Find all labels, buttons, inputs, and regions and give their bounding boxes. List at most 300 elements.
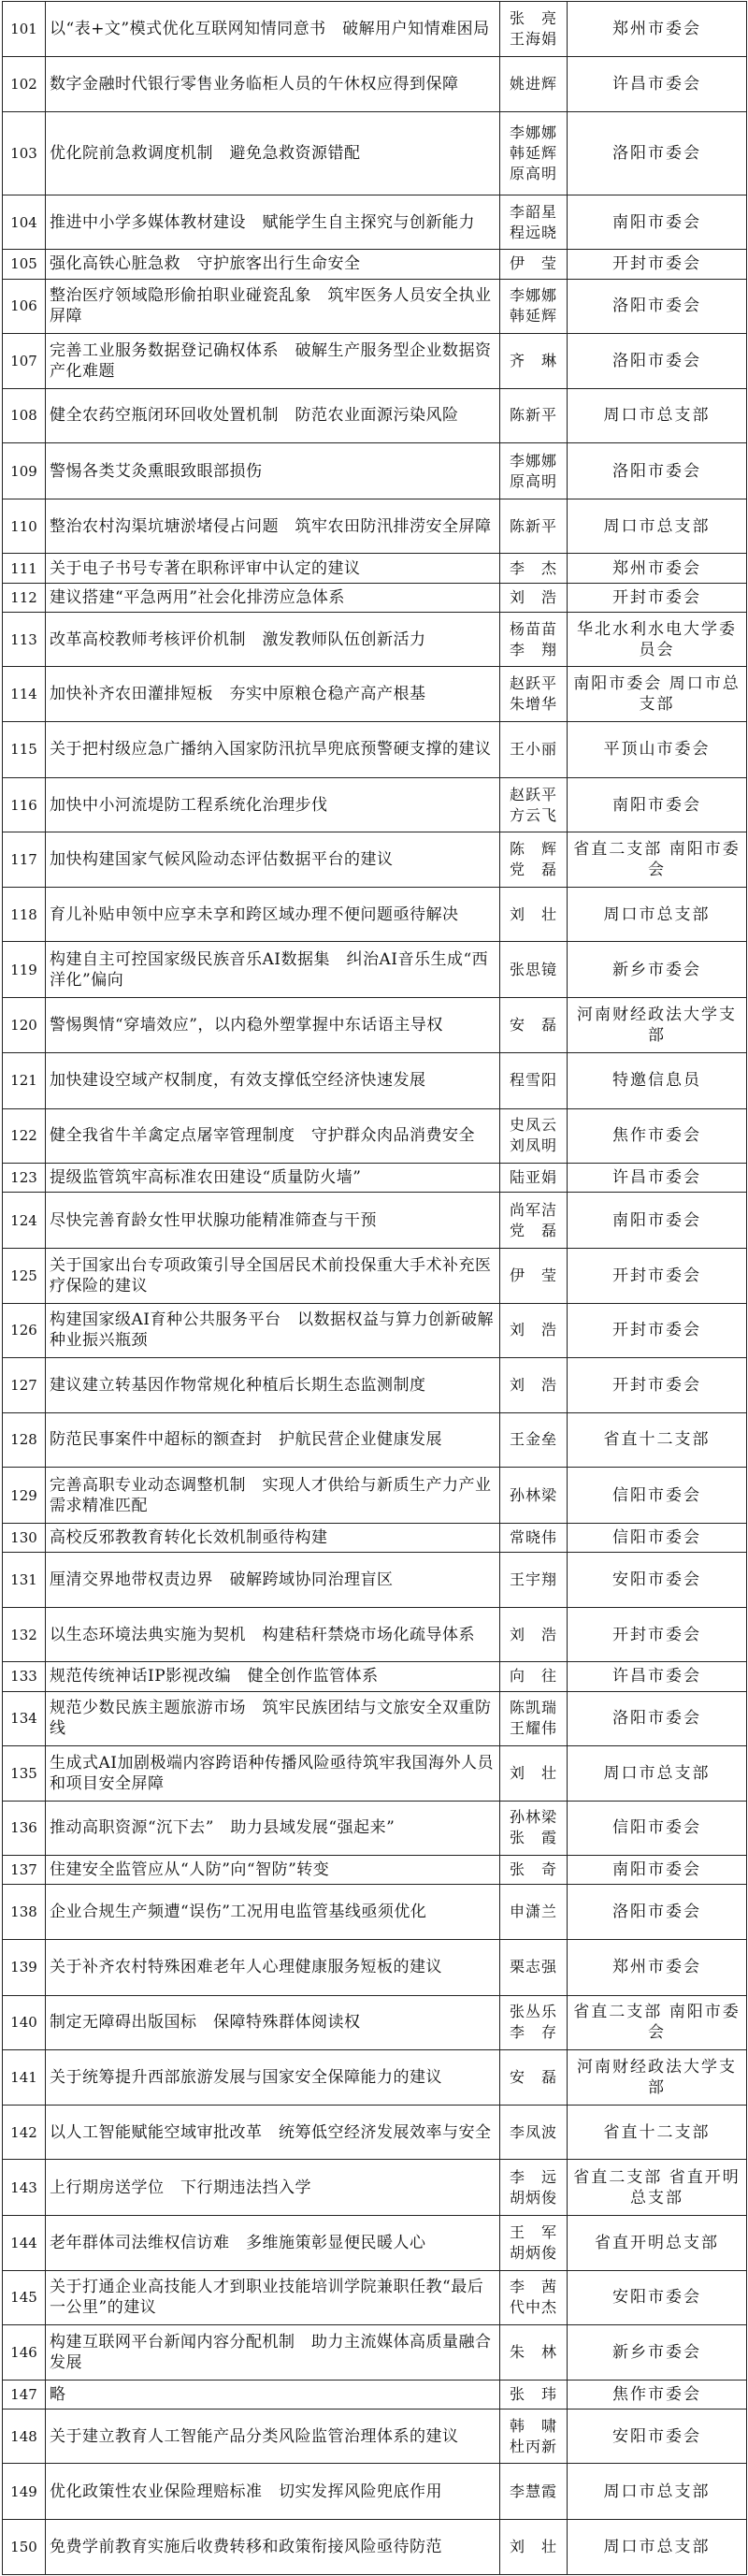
proposal-title: 提级监管筑牢高标准农田建设“质量防火墙”	[46, 1164, 500, 1193]
author-names	[500, 1691, 568, 1746]
row-number: 116	[3, 777, 46, 832]
author-name: 张 亮	[509, 8, 557, 27]
proposal-title: 加快建设空域产权制度，有效支撑低空经济快速发展	[46, 1052, 500, 1108]
table-row	[3, 1468, 747, 1524]
proposal-title: 强化高铁心脏急救 守护旅客出行生命安全	[46, 250, 500, 279]
proposal-title: 略	[46, 2380, 500, 2409]
row-number: 147	[3, 2380, 46, 2409]
proposal-title: 关于把村级应急广播纳入国家防汛抗旱兜底预警硬支撑的建议	[46, 721, 500, 777]
table-row	[3, 1524, 747, 1553]
row-number: 140	[3, 1995, 46, 2050]
submitting-unit: 平顶山市委会	[568, 721, 747, 777]
author-name: 胡炳俊	[509, 2243, 557, 2262]
row-number: 119	[3, 942, 46, 998]
author-name: 朱 林	[509, 2342, 557, 2361]
author-names	[500, 667, 568, 722]
row-number: 149	[3, 2464, 46, 2520]
submitting-unit: 开封市委会	[568, 250, 747, 279]
row-number: 142	[3, 2105, 46, 2160]
author-name: 李 杰	[509, 558, 557, 577]
submitting-unit: 开封市委会	[568, 1607, 747, 1662]
row-number: 131	[3, 1553, 46, 1608]
submitting-unit: 南阳市委会	[568, 195, 747, 250]
author-name: 李 远	[509, 2167, 557, 2186]
table-row	[3, 1939, 747, 1995]
proposal-title: 构建互联网平台新闻内容分配机制 助力主流媒体高质量融合发展	[46, 2325, 500, 2381]
row-number: 141	[3, 2050, 46, 2106]
author-names	[500, 2409, 568, 2464]
author-name: 安 磊	[509, 1015, 557, 1034]
table-row	[3, 334, 747, 389]
submitting-unit: 周口市总支部	[568, 388, 747, 443]
author-name: 栗志强	[509, 1958, 557, 1976]
author-name: 党 磊	[509, 1221, 557, 1239]
proposal-title: 加快补齐农田灌排短板 夯实中原粮仓稳产高产根基	[46, 667, 500, 722]
proposal-title: 以人工智能赋能空域审批改革 统筹低空经济发展效率与安全	[46, 2105, 500, 2160]
row-number: 143	[3, 2160, 46, 2216]
author-names	[500, 2380, 568, 2409]
author-names	[500, 1662, 568, 1691]
table-row	[3, 2409, 747, 2464]
row-number: 123	[3, 1164, 46, 1193]
author-names	[500, 443, 568, 499]
proposal-title: 完善工业服务数据登记确权体系 破解生产服务型企业数据资产化难题	[46, 334, 500, 389]
submitting-unit: 省直十二支部	[568, 1412, 747, 1468]
table-row	[3, 2464, 747, 2520]
author-names	[500, 2520, 568, 2575]
proposal-title: 完善高职专业动态调整机制 实现人才供给与新质生产力产业需求精准匹配	[46, 1468, 500, 1524]
proposal-title: 制定无障碍出版国标 保障特殊群体阅读权	[46, 1995, 500, 2050]
table-row	[3, 1801, 747, 1856]
submitting-unit: 许昌市委会	[568, 1662, 747, 1691]
submitting-unit: 南阳市委会	[568, 1856, 747, 1885]
proposal-title: 关于统筹提升西部旅游发展与国家安全保障能力的建议	[46, 2050, 500, 2106]
submitting-unit: 安阳市委会	[568, 2409, 747, 2464]
submitting-unit: 省直二支部 南阳市委会	[568, 1995, 747, 2050]
proposal-title: 推进中小学多媒体教材建设 赋能学生自主探究与创新能力	[46, 195, 500, 250]
proposal-title: 优化政策性农业保险理赔标准 切实发挥风险兜底作用	[46, 2464, 500, 2520]
submitting-unit: 郑州市委会	[568, 1939, 747, 1995]
author-names	[500, 1108, 568, 1164]
table-row	[3, 56, 747, 112]
author-name: 刘 壮	[509, 1763, 557, 1782]
row-number: 132	[3, 1607, 46, 1662]
proposal-title: 建议搭建“平急两用”社会化排涝应急体系	[46, 583, 500, 612]
author-name: 王海娟	[509, 29, 557, 48]
proposal-title: 加快构建国家气候风险动态评估数据平台的建议	[46, 832, 500, 888]
row-number: 135	[3, 1746, 46, 1802]
proposal-title: 整治医疗领域隐形偷拍职业碰瓷乱象 筑牢医务人员安全执业屏障	[46, 279, 500, 334]
table-row	[3, 1412, 747, 1468]
table-row	[3, 1358, 747, 1413]
author-names	[500, 612, 568, 667]
submitting-unit: 南阳市委会	[568, 777, 747, 832]
author-names	[500, 2216, 568, 2271]
proposal-title: 健全我省牛羊禽定点屠宰管理制度 守护群众肉品消费安全	[46, 1108, 500, 1164]
row-number: 104	[3, 195, 46, 250]
submitting-unit: 开封市委会	[568, 1358, 747, 1413]
author-name: 杜丙新	[509, 2437, 557, 2455]
row-number: 120	[3, 998, 46, 1053]
submitting-unit: 南阳市委会	[568, 1193, 747, 1249]
table-row	[3, 2105, 747, 2160]
author-name: 申潇兰	[509, 1903, 557, 1921]
author-names	[500, 942, 568, 998]
author-names	[500, 2270, 568, 2325]
author-name: 李娜娜	[509, 286, 557, 305]
table-row	[3, 112, 747, 195]
row-number: 122	[3, 1108, 46, 1164]
row-number: 150	[3, 2520, 46, 2575]
submitting-unit: 信阳市委会	[568, 1468, 747, 1524]
author-name: 伊 莹	[509, 254, 557, 273]
author-names	[500, 1607, 568, 1662]
submitting-unit: 许昌市委会	[568, 56, 747, 112]
row-number: 101	[3, 2, 46, 57]
proposal-title: 关于打通企业高技能人才到职业技能培训学院兼职任教“最后一公里”的建议	[46, 2270, 500, 2325]
table-row	[3, 1249, 747, 1304]
proposal-title: 构建国家级AI育种公共服务平台 以数据权益与算力创新破解种业振兴瓶颈	[46, 1303, 500, 1358]
author-name: 李娜娜	[509, 451, 557, 470]
table-row	[3, 2, 747, 57]
author-name: 姚进辉	[509, 74, 557, 93]
author-name: 程雪阳	[509, 1071, 557, 1090]
author-names	[500, 998, 568, 1053]
author-names	[500, 1553, 568, 1608]
table-row	[3, 832, 747, 888]
row-number: 124	[3, 1193, 46, 1249]
submitting-unit: 开封市委会	[568, 583, 747, 612]
table-row	[3, 554, 747, 583]
submitting-unit: 洛阳市委会	[568, 1885, 747, 1940]
row-number: 105	[3, 250, 46, 279]
author-name: 常晓伟	[509, 1528, 557, 1547]
author-names	[500, 1052, 568, 1108]
author-name: 韩 啸	[509, 2416, 557, 2435]
author-name: 方云飞	[509, 805, 557, 824]
row-number: 137	[3, 1856, 46, 1885]
author-names	[500, 279, 568, 334]
row-number: 114	[3, 667, 46, 722]
author-names	[500, 499, 568, 554]
author-name: 陈凯瑞	[509, 1699, 557, 1717]
author-name: 陈 辉	[509, 840, 557, 859]
author-names	[500, 388, 568, 443]
submitting-unit: 安阳市委会	[568, 2270, 747, 2325]
table-row	[3, 777, 747, 832]
table-row	[3, 887, 747, 942]
author-names	[500, 554, 568, 583]
author-name: 孙林梁	[509, 1485, 557, 1504]
proposal-title: 生成式AI加剧极端内容跨语种传播风险亟待筑牢我国海外人员和项目安全屏障	[46, 1746, 500, 1802]
table-row	[3, 1885, 747, 1940]
row-number: 144	[3, 2216, 46, 2271]
author-names	[500, 1358, 568, 1413]
proposal-title: 加快中小河流堤防工程系统化治理步伐	[46, 777, 500, 832]
proposal-title: 住建安全监管应从“人防”向“智防”转变	[46, 1856, 500, 1885]
table-row	[3, 2160, 747, 2216]
author-name: 程远晓	[509, 223, 557, 241]
author-name: 韩延辉	[509, 144, 557, 163]
submitting-unit: 省直二支部 省直开明总支部	[568, 2160, 747, 2216]
table-row	[3, 499, 747, 554]
row-number: 134	[3, 1691, 46, 1746]
author-names	[500, 2160, 568, 2216]
author-names	[500, 334, 568, 389]
table-row	[3, 1691, 747, 1746]
author-names	[500, 1995, 568, 2050]
author-names	[500, 112, 568, 195]
author-name: 刘 浩	[509, 1625, 557, 1643]
author-name: 王金垒	[509, 1430, 557, 1449]
row-number: 127	[3, 1358, 46, 1413]
author-names	[500, 1885, 568, 1940]
submitting-unit: 省直十二支部	[568, 2105, 747, 2160]
row-number: 145	[3, 2270, 46, 2325]
row-number: 118	[3, 887, 46, 942]
proposal-title: 警惕各类艾灸熏眼致眼部损伤	[46, 443, 500, 499]
author-name: 刘 壮	[509, 2538, 557, 2556]
table-row	[3, 1164, 747, 1193]
author-name: 李娜娜	[509, 123, 557, 142]
author-name: 安 磊	[509, 2068, 557, 2086]
author-name: 刘凤明	[509, 1136, 557, 1155]
author-name: 史凤云	[509, 1116, 557, 1135]
author-name: 代中杰	[509, 2298, 557, 2317]
submitting-unit: 信阳市委会	[568, 1801, 747, 1856]
row-number: 108	[3, 388, 46, 443]
table-row	[3, 721, 747, 777]
author-name: 向 往	[509, 1667, 557, 1686]
author-name: 王小丽	[509, 740, 557, 759]
table-row	[3, 1193, 747, 1249]
author-names	[500, 2105, 568, 2160]
row-number: 136	[3, 1801, 46, 1856]
author-name: 李韶星	[509, 202, 557, 221]
author-name: 齐 琳	[509, 351, 557, 369]
submitting-unit: 郑州市委会	[568, 554, 747, 583]
submitting-unit: 安阳市委会	[568, 1553, 747, 1608]
table-row	[3, 2380, 747, 2409]
proposal-title: 老年群体司法维权信访难 多维施策彰显便民暖人心	[46, 2216, 500, 2271]
submitting-unit: 郑州市委会	[568, 2, 747, 57]
proposal-table	[2, 1, 747, 2575]
submitting-unit: 洛阳市委会	[568, 334, 747, 389]
author-names	[500, 1856, 568, 1885]
row-number: 113	[3, 612, 46, 667]
author-name: 张思镜	[509, 960, 557, 978]
author-name: 原高明	[509, 471, 557, 490]
table-row	[3, 1553, 747, 1608]
proposal-title: 高校反邪教教育转化长效机制亟待构建	[46, 1524, 500, 1553]
table-row	[3, 1607, 747, 1662]
proposal-title: 关于建立教育人工智能产品分类风险监管治理体系的建议	[46, 2409, 500, 2464]
row-number: 109	[3, 443, 46, 499]
author-name: 孙林梁	[509, 1808, 557, 1827]
table-row	[3, 1746, 747, 1802]
table-row	[3, 443, 747, 499]
row-number: 126	[3, 1303, 46, 1358]
proposal-title: 厘清交界地带权责边界 破解跨域协同治理盲区	[46, 1553, 500, 1608]
proposal-title: 防范民事案件中超标的额查封 护航民营企业健康发展	[46, 1412, 500, 1468]
proposal-title: 整治农村沟渠坑塘淤堵侵占问题 筑牢农田防汛排涝安全屏障	[46, 499, 500, 554]
proposal-title: 以生态环境法典实施为契机 构建秸秆禁烧市场化疏导体系	[46, 1607, 500, 1662]
submitting-unit: 新乡市委会	[568, 942, 747, 998]
proposal-title: 关于补齐农村特殊困难老年人心理健康服务短板的建议	[46, 1939, 500, 1995]
row-number: 125	[3, 1249, 46, 1304]
submitting-unit: 许昌市委会	[568, 1164, 747, 1193]
author-names	[500, 195, 568, 250]
author-name: 李凤波	[509, 2122, 557, 2141]
submitting-unit: 周口市总支部	[568, 2464, 747, 2520]
author-names	[500, 2464, 568, 2520]
proposal-title: 尽快完善育龄女性甲状腺功能精准筛查与干预	[46, 1193, 500, 1249]
author-names	[500, 1249, 568, 1304]
author-name: 李 茜	[509, 2278, 557, 2296]
submitting-unit: 洛阳市委会	[568, 279, 747, 334]
author-name: 原高明	[509, 165, 557, 183]
author-names	[500, 721, 568, 777]
proposal-table-body	[3, 2, 747, 2575]
author-name: 王宇翔	[509, 1570, 557, 1589]
proposal-title: 关于国家出台专项政策引导全国居民术前投保重大手术补充医疗保险的建议	[46, 1249, 500, 1304]
author-name: 尚军洁	[509, 1200, 557, 1219]
table-row	[3, 667, 747, 722]
row-number: 138	[3, 1885, 46, 1940]
author-name: 王 军	[509, 2222, 557, 2241]
row-number: 107	[3, 334, 46, 389]
author-names	[500, 887, 568, 942]
submitting-unit: 特邀信息员	[568, 1052, 747, 1108]
row-number: 117	[3, 832, 46, 888]
row-number: 115	[3, 721, 46, 777]
proposal-title: 规范传统神话IP影视改编 健全创作监管体系	[46, 1662, 500, 1691]
submitting-unit: 洛阳市委会	[568, 443, 747, 499]
submitting-unit: 周口市总支部	[568, 1746, 747, 1802]
proposal-title: 推动高职资源“沉下去” 助力县域发展“强起来”	[46, 1801, 500, 1856]
row-number: 139	[3, 1939, 46, 1995]
proposal-title: 以“表+文”模式优化互联网知情同意书 破解用户知情难困局	[46, 2, 500, 57]
submitting-unit: 焦作市委会	[568, 2380, 747, 2409]
proposal-title: 育儿补贴申领中应享未享和跨区域办理不便问题亟待解决	[46, 887, 500, 942]
table-row	[3, 388, 747, 443]
row-number: 130	[3, 1524, 46, 1553]
author-names	[500, 1412, 568, 1468]
author-name: 伊 莹	[509, 1266, 557, 1284]
author-name: 韩延辉	[509, 307, 557, 326]
table-row	[3, 2325, 747, 2381]
row-number: 148	[3, 2409, 46, 2464]
table-row	[3, 1856, 747, 1885]
table-row	[3, 250, 747, 279]
author-name: 朱增华	[509, 695, 557, 714]
row-number: 129	[3, 1468, 46, 1524]
author-name: 王耀伟	[509, 1719, 557, 1738]
proposal-title: 关于电子书号专著在职称评审中认定的建议	[46, 554, 500, 583]
author-names	[500, 2325, 568, 2381]
author-name: 刘 壮	[509, 904, 557, 923]
author-name: 刘 浩	[509, 587, 557, 606]
author-names	[500, 832, 568, 888]
author-name: 刘 浩	[509, 1321, 557, 1339]
table-row	[3, 583, 747, 612]
submitting-unit: 河南财经政法大学支部	[568, 998, 747, 1053]
author-names	[500, 583, 568, 612]
table-row	[3, 998, 747, 1053]
proposal-title: 规范少数民族主题旅游市场 筑牢民族团结与文旅安全双重防线	[46, 1691, 500, 1746]
submitting-unit: 焦作市委会	[568, 1108, 747, 1164]
author-name: 张丛乐	[509, 2003, 557, 2021]
submitting-unit: 南阳市委会 周口市总支部	[568, 667, 747, 722]
author-name: 张 玮	[509, 2384, 557, 2403]
row-number: 106	[3, 279, 46, 334]
author-name: 陈新平	[509, 516, 557, 535]
table-row	[3, 1108, 747, 1164]
proposal-title: 企业合规生产频遭“误伤”工况用电监管基线亟须优化	[46, 1885, 500, 1940]
author-name: 胡炳俊	[509, 2188, 557, 2207]
row-number: 121	[3, 1052, 46, 1108]
author-name: 杨苗苗	[509, 619, 557, 638]
submitting-unit: 周口市总支部	[568, 887, 747, 942]
submitting-unit: 华北水利水电大学委员会	[568, 612, 747, 667]
proposal-title: 改革高校教师考核评价机制 激发教师队伍创新活力	[46, 612, 500, 667]
author-name: 李慧霞	[509, 2482, 557, 2500]
table-row	[3, 2270, 747, 2325]
table-row	[3, 1995, 747, 2050]
submitting-unit: 开封市委会	[568, 1303, 747, 1358]
submitting-unit: 新乡市委会	[568, 2325, 747, 2381]
table-row	[3, 1662, 747, 1691]
author-names	[500, 1524, 568, 1553]
table-row	[3, 2216, 747, 2271]
submitting-unit: 省直二支部 南阳市委会	[568, 832, 747, 888]
author-names	[500, 56, 568, 112]
submitting-unit: 开封市委会	[568, 1249, 747, 1304]
author-names	[500, 1303, 568, 1358]
row-number: 112	[3, 583, 46, 612]
submitting-unit: 周口市总支部	[568, 2520, 747, 2575]
proposal-title: 上行期房送学位 下行期违法挡入学	[46, 2160, 500, 2216]
author-names	[500, 2, 568, 57]
table-row	[3, 612, 747, 667]
author-names	[500, 1801, 568, 1856]
submitting-unit: 洛阳市委会	[568, 112, 747, 195]
row-number: 146	[3, 2325, 46, 2381]
table-row	[3, 942, 747, 998]
submitting-unit: 周口市总支部	[568, 499, 747, 554]
author-name: 陆亚娟	[509, 1168, 557, 1187]
author-name: 张 奇	[509, 1860, 557, 1879]
proposal-title: 警惕舆情“穿墙效应”，以内稳外塑掌握中东话语主导权	[46, 998, 500, 1053]
row-number: 128	[3, 1412, 46, 1468]
submitting-unit: 信阳市委会	[568, 1524, 747, 1553]
author-names	[500, 1939, 568, 1995]
proposal-title: 建议建立转基因作物常规化种植后长期生态监测制度	[46, 1358, 500, 1413]
proposal-title: 优化院前急救调度机制 避免急救资源错配	[46, 112, 500, 195]
author-name: 赵跃平	[509, 785, 557, 803]
table-row	[3, 2050, 747, 2106]
author-name: 李 翔	[509, 640, 557, 658]
proposal-title: 数字金融时代银行零售业务临柜人员的午休权应得到保障	[46, 56, 500, 112]
author-names	[500, 1746, 568, 1802]
row-number: 102	[3, 56, 46, 112]
author-names	[500, 1193, 568, 1249]
submitting-unit: 洛阳市委会	[568, 1691, 747, 1746]
row-number: 103	[3, 112, 46, 195]
author-names	[500, 2050, 568, 2106]
row-number: 133	[3, 1662, 46, 1691]
submitting-unit: 省直开明总支部	[568, 2216, 747, 2271]
